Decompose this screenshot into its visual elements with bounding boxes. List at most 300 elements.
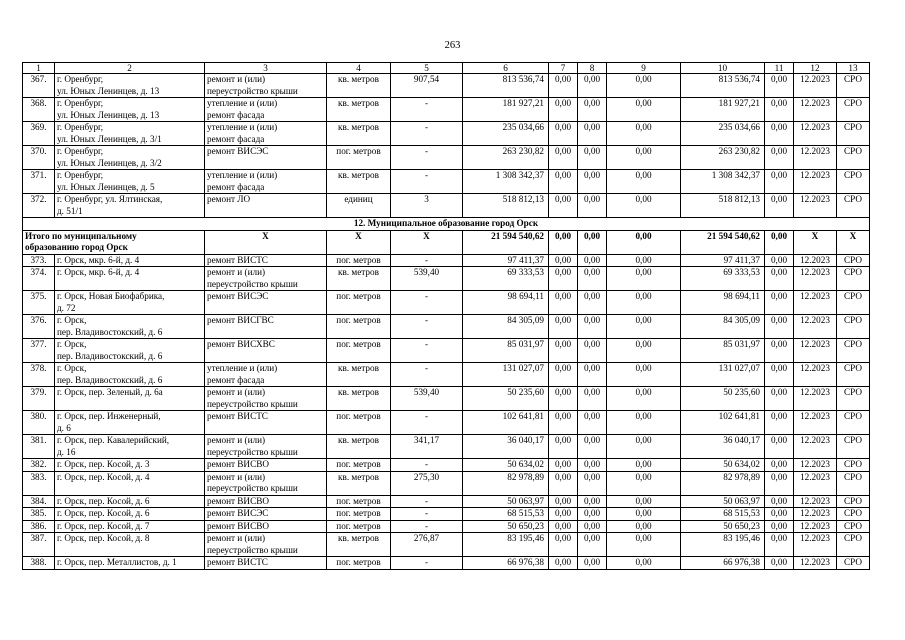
table-row — [23, 387, 870, 411]
cell-method: СРО — [837, 194, 870, 218]
cell-fund-regional: 0,00 — [578, 508, 607, 521]
cell-fund-federal: 0,00 — [549, 291, 578, 315]
cell-fund-local: 0,00 — [607, 267, 681, 291]
cell-fund-owners: 97 411,37 — [681, 254, 765, 267]
cell-fund-local: 0,00 — [607, 459, 681, 472]
cell-method: СРО — [837, 315, 870, 339]
cell-volume: - — [391, 315, 463, 339]
table-row — [23, 557, 870, 570]
table-row — [23, 435, 870, 459]
header-row — [23, 63, 870, 74]
table-body — [23, 63, 870, 570]
table-row — [23, 520, 870, 533]
cell-fund-federal: 0,00 — [549, 495, 578, 508]
table-row — [23, 411, 870, 435]
cell-deadline: 12.2023 — [794, 435, 837, 459]
cell-work-type: ремонт ВИСТС — [205, 557, 327, 570]
total-total-cost: 21 594 540,62 — [463, 230, 549, 254]
cell-fund-owners: 50 235,60 — [681, 387, 765, 411]
cell-num: 385. — [23, 508, 55, 521]
cell-address: г. Орск, пер. Косой, д. 3 — [55, 459, 205, 472]
cell-fund-local: 0,00 — [607, 495, 681, 508]
cell-volume: 907,54 — [391, 74, 463, 98]
cell-fund-regional: 0,00 — [578, 194, 607, 218]
cell-method: СРО — [837, 557, 870, 570]
table-row — [23, 508, 870, 521]
total-deadline: X — [794, 230, 837, 254]
cell-deadline: 12.2023 — [794, 254, 837, 267]
cell-fund-regional: 0,00 — [578, 122, 607, 146]
table-row — [23, 495, 870, 508]
cell-fund-local: 0,00 — [607, 411, 681, 435]
cell-method: СРО — [837, 363, 870, 387]
cell-deadline: 12.2023 — [794, 315, 837, 339]
cell-total-cost: 97 411,37 — [463, 254, 549, 267]
cell-num: 372. — [23, 194, 55, 218]
cell-unit: пог. метров — [327, 459, 391, 472]
cell-work-type: ремонт ВИСТС — [205, 411, 327, 435]
cell-work-type: ремонт и (или) переустройство крыши — [205, 387, 327, 411]
cell-method: СРО — [837, 267, 870, 291]
cell-fund-federal: 0,00 — [549, 98, 578, 122]
cell-volume: 341,17 — [391, 435, 463, 459]
cell-num: 388. — [23, 557, 55, 570]
cell-fund-owners: 68 515,53 — [681, 508, 765, 521]
cell-fund-local: 0,00 — [607, 74, 681, 98]
cell-fund-owners: 85 031,97 — [681, 339, 765, 363]
cell-total-cost: 69 333,53 — [463, 267, 549, 291]
cell-specific-cost: 0,00 — [765, 315, 794, 339]
cell-fund-regional: 0,00 — [578, 495, 607, 508]
cell-specific-cost: 0,00 — [765, 254, 794, 267]
cell-fund-regional: 0,00 — [578, 170, 607, 194]
cell-work-type: ремонт ВИСВО — [205, 495, 327, 508]
cell-unit: кв. метров — [327, 471, 391, 495]
cell-total-cost: 813 536,74 — [463, 74, 549, 98]
table-row — [23, 194, 870, 218]
cell-specific-cost: 0,00 — [765, 146, 794, 170]
cell-fund-regional: 0,00 — [578, 471, 607, 495]
cell-num: 383. — [23, 471, 55, 495]
cell-fund-federal: 0,00 — [549, 411, 578, 435]
cell-total-cost: 102 641,81 — [463, 411, 549, 435]
cell-method: СРО — [837, 520, 870, 533]
cell-method: СРО — [837, 122, 870, 146]
cell-fund-regional: 0,00 — [578, 533, 607, 557]
cell-unit: пог. метров — [327, 291, 391, 315]
cell-deadline: 12.2023 — [794, 508, 837, 521]
total-row — [23, 230, 870, 254]
cell-specific-cost: 0,00 — [765, 194, 794, 218]
cell-total-cost: 50 650,23 — [463, 520, 549, 533]
cell-work-type: ремонт и (или) переустройство крыши — [205, 533, 327, 557]
cell-total-cost: 68 515,53 — [463, 508, 549, 521]
cell-fund-owners: 69 333,53 — [681, 267, 765, 291]
cell-deadline: 12.2023 — [794, 194, 837, 218]
cell-specific-cost: 0,00 — [765, 471, 794, 495]
cell-specific-cost: 0,00 — [765, 74, 794, 98]
table-row — [23, 533, 870, 557]
cell-volume: 275,30 — [391, 471, 463, 495]
table-row — [23, 291, 870, 315]
cell-fund-local: 0,00 — [607, 122, 681, 146]
cell-fund-owners: 98 694,11 — [681, 291, 765, 315]
cell-unit: кв. метров — [327, 363, 391, 387]
cell-address: г. Орск, пер. Владивостокский, д. 6 — [55, 363, 205, 387]
cell-method: СРО — [837, 339, 870, 363]
cell-fund-owners: 50 063,97 — [681, 495, 765, 508]
cell-num: 381. — [23, 435, 55, 459]
total-fund-local: 0,00 — [607, 230, 681, 254]
cell-specific-cost: 0,00 — [765, 291, 794, 315]
cell-deadline: 12.2023 — [794, 267, 837, 291]
cell-fund-owners: 102 641,81 — [681, 411, 765, 435]
cell-fund-federal: 0,00 — [549, 194, 578, 218]
cell-fund-owners: 84 305,09 — [681, 315, 765, 339]
cell-specific-cost: 0,00 — [765, 520, 794, 533]
cell-fund-local: 0,00 — [607, 291, 681, 315]
cell-volume: - — [391, 557, 463, 570]
cell-specific-cost: 0,00 — [765, 339, 794, 363]
cell-num: 368. — [23, 98, 55, 122]
table-row — [23, 122, 870, 146]
cell-deadline: 12.2023 — [794, 74, 837, 98]
cell-method: СРО — [837, 146, 870, 170]
cell-method: СРО — [837, 98, 870, 122]
cell-fund-local: 0,00 — [607, 170, 681, 194]
cell-unit: пог. метров — [327, 339, 391, 363]
cell-fund-owners: 131 027,07 — [681, 363, 765, 387]
cell-fund-regional: 0,00 — [578, 254, 607, 267]
cell-method: СРО — [837, 495, 870, 508]
cell-work-type: ремонт и (или) переустройство крыши — [205, 471, 327, 495]
cell-deadline: 12.2023 — [794, 533, 837, 557]
header-cell-10: 10 — [681, 63, 765, 74]
cell-volume: - — [391, 291, 463, 315]
header-cell-2: 2 — [55, 63, 205, 74]
cell-total-cost: 131 027,07 — [463, 363, 549, 387]
cell-num: 378. — [23, 363, 55, 387]
cell-volume: - — [391, 122, 463, 146]
header-cell-5: 5 — [391, 63, 463, 74]
cell-total-cost: 98 694,11 — [463, 291, 549, 315]
cell-fund-local: 0,00 — [607, 146, 681, 170]
cell-total-cost: 82 978,89 — [463, 471, 549, 495]
cell-volume: - — [391, 363, 463, 387]
table-row — [23, 170, 870, 194]
cell-num: 375. — [23, 291, 55, 315]
page-number: 263 — [444, 40, 461, 51]
cell-num: 371. — [23, 170, 55, 194]
header-cell-13: 13 — [837, 63, 870, 74]
cell-specific-cost: 0,00 — [765, 122, 794, 146]
cell-unit: кв. метров — [327, 74, 391, 98]
cell-num: 376. — [23, 315, 55, 339]
cell-total-cost: 84 305,09 — [463, 315, 549, 339]
cell-deadline: 12.2023 — [794, 170, 837, 194]
cell-method: СРО — [837, 508, 870, 521]
table-row — [23, 315, 870, 339]
cell-volume: - — [391, 520, 463, 533]
total-work-type: X — [205, 230, 327, 254]
cell-address: г. Орск, пер. Косой, д. 8 — [55, 533, 205, 557]
cell-unit: пог. метров — [327, 520, 391, 533]
cell-fund-regional: 0,00 — [578, 435, 607, 459]
cell-num: 374. — [23, 267, 55, 291]
cell-specific-cost: 0,00 — [765, 495, 794, 508]
cell-unit: единиц — [327, 194, 391, 218]
cell-address: г. Оренбург, ул. Юных Ленинцев, д. 5 — [55, 170, 205, 194]
cell-total-cost: 85 031,97 — [463, 339, 549, 363]
cell-deadline: 12.2023 — [794, 557, 837, 570]
cell-fund-owners: 1 308 342,37 — [681, 170, 765, 194]
cell-volume: - — [391, 339, 463, 363]
header-cell-1: 1 — [23, 63, 55, 74]
cell-fund-owners: 263 230,82 — [681, 146, 765, 170]
cell-fund-federal: 0,00 — [549, 459, 578, 472]
cell-volume: 3 — [391, 194, 463, 218]
header-cell-3: 3 — [205, 63, 327, 74]
cell-work-type: ремонт ВИСХВС — [205, 339, 327, 363]
cell-unit: кв. метров — [327, 435, 391, 459]
table-row — [23, 339, 870, 363]
cell-fund-regional: 0,00 — [578, 146, 607, 170]
cell-unit: пог. метров — [327, 315, 391, 339]
table-row — [23, 471, 870, 495]
header-cell-7: 7 — [549, 63, 578, 74]
cell-fund-federal: 0,00 — [549, 254, 578, 267]
cell-unit: пог. метров — [327, 254, 391, 267]
cell-method: СРО — [837, 74, 870, 98]
cell-total-cost: 181 927,21 — [463, 98, 549, 122]
cell-fund-local: 0,00 — [607, 339, 681, 363]
cell-specific-cost: 0,00 — [765, 411, 794, 435]
cell-method: СРО — [837, 170, 870, 194]
cell-fund-regional: 0,00 — [578, 267, 607, 291]
cell-fund-local: 0,00 — [607, 363, 681, 387]
cell-fund-local: 0,00 — [607, 194, 681, 218]
table-row — [23, 98, 870, 122]
cell-total-cost: 518 812,13 — [463, 194, 549, 218]
section-row — [23, 218, 870, 231]
cell-work-type: утепление и (или) ремонт фасада — [205, 98, 327, 122]
total-fund-owners: 21 594 540,62 — [681, 230, 765, 254]
cell-fund-local: 0,00 — [607, 557, 681, 570]
cell-volume: - — [391, 495, 463, 508]
cell-fund-owners: 50 650,23 — [681, 520, 765, 533]
cell-work-type: утепление и (или) ремонт фасада — [205, 122, 327, 146]
header-cell-11: 11 — [765, 63, 794, 74]
cell-specific-cost: 0,00 — [765, 387, 794, 411]
cell-num: 370. — [23, 146, 55, 170]
cell-unit: пог. метров — [327, 146, 391, 170]
cell-volume: 276,87 — [391, 533, 463, 557]
cell-volume: - — [391, 98, 463, 122]
header-cell-9: 9 — [607, 63, 681, 74]
cell-specific-cost: 0,00 — [765, 508, 794, 521]
cell-address: г. Орск, пер. Косой, д. 7 — [55, 520, 205, 533]
cell-fund-regional: 0,00 — [578, 363, 607, 387]
cell-fund-local: 0,00 — [607, 315, 681, 339]
header-cell-8: 8 — [578, 63, 607, 74]
cell-fund-owners: 50 634,02 — [681, 459, 765, 472]
cell-deadline: 12.2023 — [794, 520, 837, 533]
cell-unit: пог. метров — [327, 557, 391, 570]
cell-num: 367. — [23, 74, 55, 98]
cell-deadline: 12.2023 — [794, 411, 837, 435]
cell-deadline: 12.2023 — [794, 122, 837, 146]
cell-fund-local: 0,00 — [607, 387, 681, 411]
cell-work-type: ремонт ВИСЭС — [205, 291, 327, 315]
cell-fund-federal: 0,00 — [549, 315, 578, 339]
cell-address: г. Оренбург, ул. Юных Ленинцев, д. 13 — [55, 98, 205, 122]
cell-fund-federal: 0,00 — [549, 520, 578, 533]
cell-num: 373. — [23, 254, 55, 267]
cell-method: СРО — [837, 435, 870, 459]
total-unit: X — [327, 230, 391, 254]
cell-deadline: 12.2023 — [794, 98, 837, 122]
cell-method: СРО — [837, 459, 870, 472]
cell-volume: - — [391, 170, 463, 194]
cell-address: г. Оренбург, ул. Ялтинская, д. 51/1 — [55, 194, 205, 218]
cell-volume: - — [391, 411, 463, 435]
cell-fund-local: 0,00 — [607, 508, 681, 521]
cell-num: 382. — [23, 459, 55, 472]
cell-work-type: утепление и (или) ремонт фасада — [205, 170, 327, 194]
cell-specific-cost: 0,00 — [765, 98, 794, 122]
cell-total-cost: 235 034,66 — [463, 122, 549, 146]
cell-fund-regional: 0,00 — [578, 315, 607, 339]
cell-specific-cost: 0,00 — [765, 267, 794, 291]
cell-fund-local: 0,00 — [607, 435, 681, 459]
cell-method: СРО — [837, 254, 870, 267]
cell-num: 379. — [23, 387, 55, 411]
cell-fund-federal: 0,00 — [549, 435, 578, 459]
cell-deadline: 12.2023 — [794, 146, 837, 170]
cell-total-cost: 50 634,02 — [463, 459, 549, 472]
cell-fund-federal: 0,00 — [549, 533, 578, 557]
cell-address: г. Орск, мкр. 6-й, д. 4 — [55, 254, 205, 267]
cell-address: г. Орск, пер. Владивостокский, д. 6 — [55, 315, 205, 339]
cell-num: 384. — [23, 495, 55, 508]
cell-fund-owners: 181 927,21 — [681, 98, 765, 122]
cell-fund-regional: 0,00 — [578, 387, 607, 411]
cell-total-cost: 66 976,38 — [463, 557, 549, 570]
cell-fund-owners: 82 978,89 — [681, 471, 765, 495]
table-row — [23, 363, 870, 387]
cell-address: г. Орск, пер. Косой, д. 4 — [55, 471, 205, 495]
total-fund-federal: 0,00 — [549, 230, 578, 254]
cell-fund-federal: 0,00 — [549, 557, 578, 570]
total-fund-regional: 0,00 — [578, 230, 607, 254]
cell-work-type: ремонт и (или) переустройство крыши — [205, 267, 327, 291]
cell-unit: кв. метров — [327, 267, 391, 291]
cell-deadline: 12.2023 — [794, 495, 837, 508]
cell-address: г. Орск, пер. Металлистов, д. 1 — [55, 557, 205, 570]
cell-fund-owners: 813 536,74 — [681, 74, 765, 98]
cell-unit: пог. метров — [327, 508, 391, 521]
cell-fund-regional: 0,00 — [578, 411, 607, 435]
cell-method: СРО — [837, 533, 870, 557]
table-row — [23, 459, 870, 472]
cell-method: СРО — [837, 387, 870, 411]
cell-address: г. Орск, пер. Инженерный, д. 6 — [55, 411, 205, 435]
cell-work-type: ремонт ВИСЭС — [205, 146, 327, 170]
cell-fund-local: 0,00 — [607, 254, 681, 267]
cell-work-type: ремонт и (или) переустройство крыши — [205, 74, 327, 98]
total-volume: X — [391, 230, 463, 254]
cell-unit: кв. метров — [327, 170, 391, 194]
cell-unit: пог. метров — [327, 411, 391, 435]
cell-volume: - — [391, 254, 463, 267]
cell-total-cost: 50 235,60 — [463, 387, 549, 411]
cell-deadline: 12.2023 — [794, 387, 837, 411]
cell-total-cost: 1 308 342,37 — [463, 170, 549, 194]
cell-address: г. Орск, пер. Кавалерийский, д. 16 — [55, 435, 205, 459]
cell-fund-regional: 0,00 — [578, 459, 607, 472]
cell-address: г. Орск, Новая Биофабрика, д. 72 — [55, 291, 205, 315]
cell-address: г. Оренбург, ул. Юных Ленинцев, д. 3/2 — [55, 146, 205, 170]
cell-num: 386. — [23, 520, 55, 533]
cell-address: г. Орск, пер. Косой, д. 6 — [55, 508, 205, 521]
cell-fund-federal: 0,00 — [549, 387, 578, 411]
cell-num: 369. — [23, 122, 55, 146]
cell-unit: кв. метров — [327, 98, 391, 122]
table-row — [23, 74, 870, 98]
table-row — [23, 146, 870, 170]
cell-volume: - — [391, 508, 463, 521]
cell-method: СРО — [837, 471, 870, 495]
cell-fund-owners: 36 040,17 — [681, 435, 765, 459]
capital-repair-table — [22, 62, 870, 570]
cell-fund-regional: 0,00 — [578, 98, 607, 122]
cell-fund-regional: 0,00 — [578, 74, 607, 98]
cell-fund-local: 0,00 — [607, 520, 681, 533]
cell-fund-local: 0,00 — [607, 98, 681, 122]
cell-unit: кв. метров — [327, 122, 391, 146]
cell-fund-federal: 0,00 — [549, 471, 578, 495]
cell-total-cost: 83 195,46 — [463, 533, 549, 557]
cell-work-type: ремонт ВИСЭС — [205, 508, 327, 521]
section-title: 12. Муниципальное образование город Орск — [23, 218, 870, 231]
cell-num: 377. — [23, 339, 55, 363]
total-method: X — [837, 230, 870, 254]
total-specific-cost: 0,00 — [765, 230, 794, 254]
table-row — [23, 267, 870, 291]
cell-specific-cost: 0,00 — [765, 459, 794, 472]
header-cell-12: 12 — [794, 63, 837, 74]
cell-total-cost: 36 040,17 — [463, 435, 549, 459]
cell-fund-federal: 0,00 — [549, 146, 578, 170]
cell-address: г. Оренбург, ул. Юных Ленинцев, д. 3/1 — [55, 122, 205, 146]
cell-fund-local: 0,00 — [607, 471, 681, 495]
cell-volume: 539,40 — [391, 267, 463, 291]
cell-specific-cost: 0,00 — [765, 170, 794, 194]
total-label: Итого по муниципальному образованию город Орск — [23, 230, 205, 254]
cell-fund-owners: 66 976,38 — [681, 557, 765, 570]
cell-fund-regional: 0,00 — [578, 557, 607, 570]
cell-total-cost: 50 063,97 — [463, 495, 549, 508]
cell-fund-owners: 518 812,13 — [681, 194, 765, 218]
cell-work-type: ремонт ВИСГВС — [205, 315, 327, 339]
header-cell-6: 6 — [463, 63, 549, 74]
cell-fund-local: 0,00 — [607, 533, 681, 557]
cell-fund-owners: 235 034,66 — [681, 122, 765, 146]
cell-address: г. Орск, пер. Зеленый, д. 6а — [55, 387, 205, 411]
table-row — [23, 254, 870, 267]
cell-method: СРО — [837, 411, 870, 435]
cell-work-type: ремонт ЛО — [205, 194, 327, 218]
